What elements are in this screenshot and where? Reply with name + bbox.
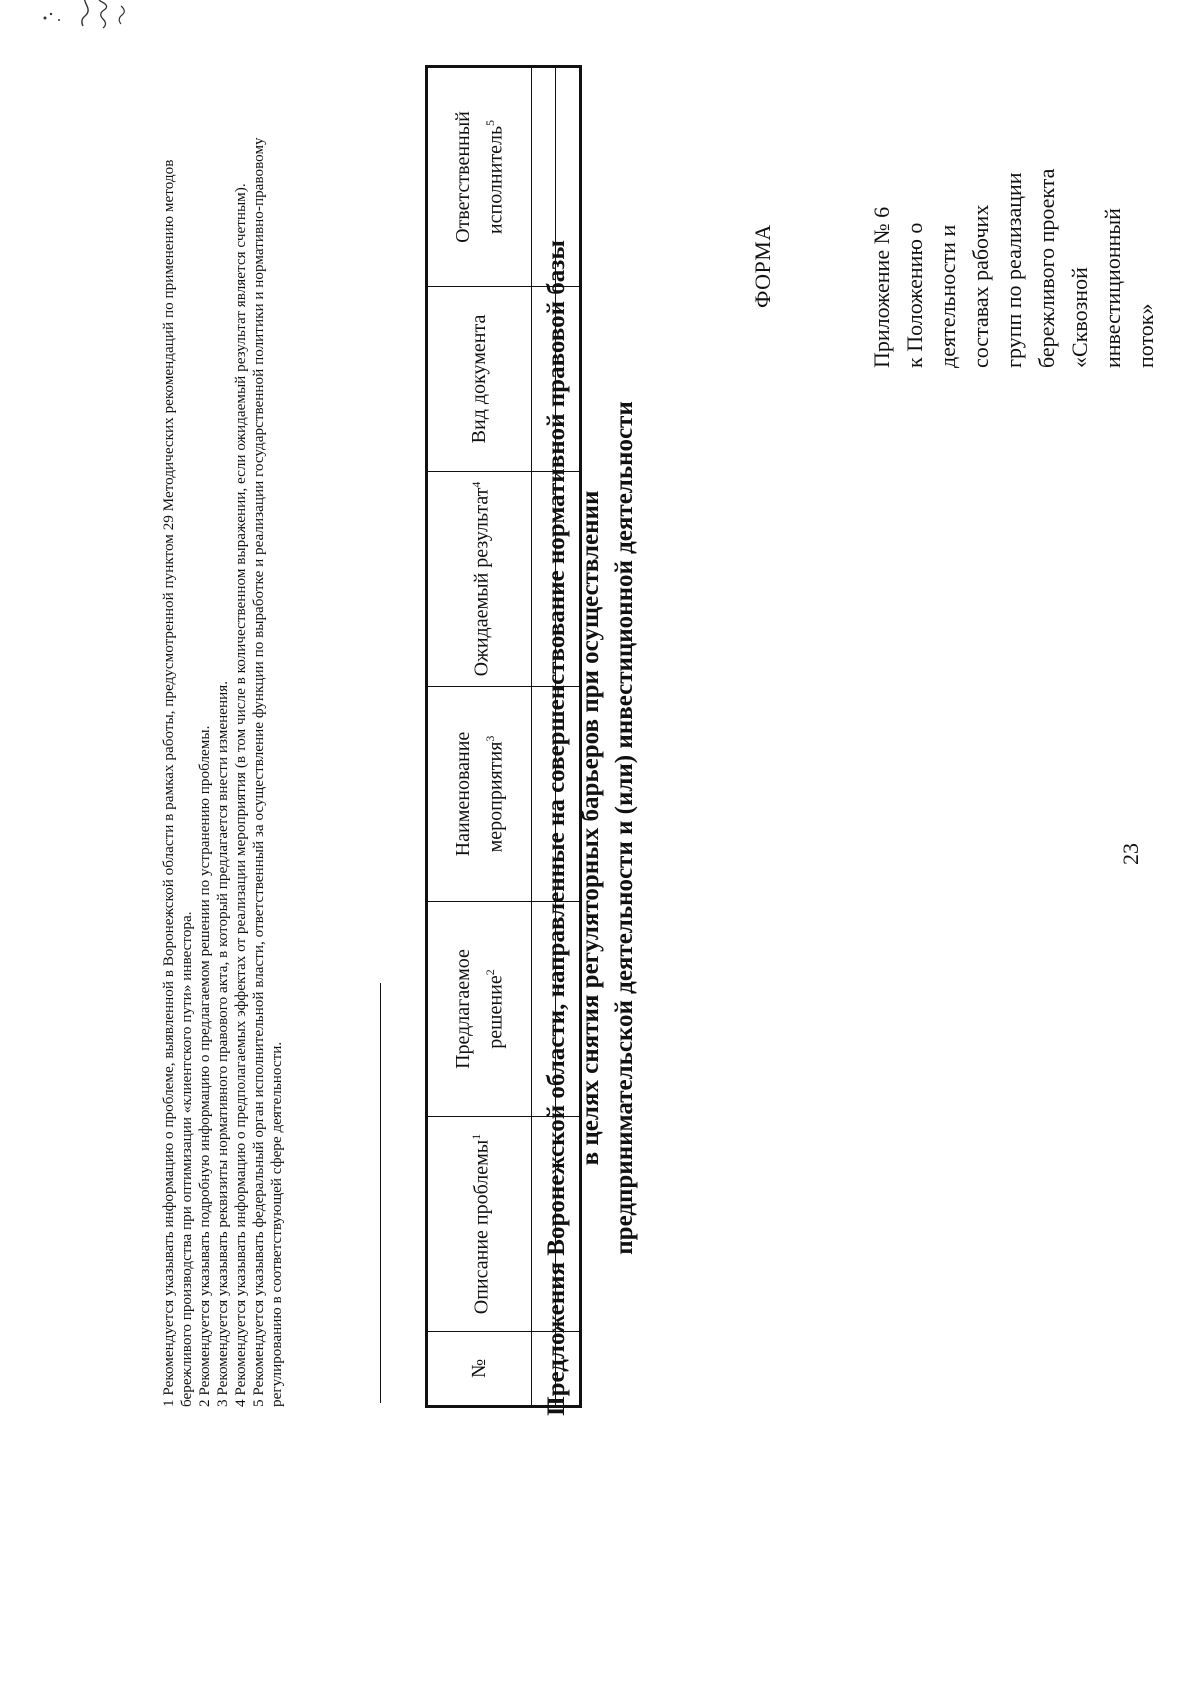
title-line-3: предпринимательской деятельности и (или) инвестиционной деятельности — [611, 401, 638, 1255]
column-header-measure — [427, 687, 532, 902]
footnote-4: 4 Рекомендуется указывать информацию о предполагаемых эффектах от реализации мероприятия (в том числе в количественном выражении, если ожидаемый результат является счетным). — [232, 183, 249, 1407]
table-cell[interactable] — [556, 67, 581, 287]
table-cell[interactable] — [556, 902, 581, 1117]
footnote-2: 2 Рекомендуется указывать подробную информацию о предлагаемом решении по устранению проблемы. — [196, 725, 213, 1407]
page-number: 23 — [1118, 843, 1143, 865]
appendix-line: инвестиционный — [1100, 208, 1125, 368]
table-cell[interactable] — [532, 287, 556, 472]
column-header-text: Вид документа — [468, 314, 490, 444]
appendix-line: бережливого проекта — [1034, 168, 1059, 368]
column-header-text: Ожидаемый результат — [470, 487, 493, 677]
column-header-problem — [427, 1117, 532, 1332]
title-line-1: Предложения Воронежской области, направленные на совершенствование нормативной правовой базы — [543, 240, 570, 1416]
proposals-table — [425, 65, 582, 1408]
footnote-5: 5 Рекомендуется указывать федеральный орган исполнительной власти, ответственный за осуществление функции по выработке и реализации государственной политики и нормативно-правовому регулированию в соответствующей сфере деятельности. — [250, 137, 285, 1407]
column-header-number — [427, 1332, 532, 1407]
table-cell[interactable] — [532, 687, 556, 902]
table-cell[interactable] — [556, 1332, 581, 1407]
appendix-line: групп по реализации — [1001, 172, 1026, 368]
table-cell[interactable] — [532, 67, 556, 287]
table-cell[interactable] — [556, 1117, 581, 1332]
table-cell[interactable] — [556, 287, 581, 472]
footnotes — [160, 77, 286, 1407]
table-cell[interactable] — [556, 687, 581, 902]
table-row — [556, 67, 581, 1407]
appendix-line: поток» — [1133, 303, 1158, 368]
column-header-result — [427, 472, 532, 687]
footnote-ref: 4 — [469, 481, 484, 488]
table-cell[interactable] — [532, 1332, 556, 1407]
column-header-document-type — [427, 287, 532, 472]
footnote-ref: 2 — [482, 969, 497, 976]
footnote-ref: 3 — [482, 735, 497, 742]
column-header-text: Наименование мероприятия — [451, 731, 507, 857]
appendix-line: Приложение № 6 — [869, 206, 894, 368]
table-header-row — [427, 67, 532, 1407]
column-header-text: № — [468, 1358, 490, 1379]
scan-artifact — [25, 0, 165, 38]
table-row — [532, 67, 556, 1407]
title-line-2: в целях снятия регуляторных барьеров при осуществлении — [577, 490, 604, 1166]
footnote-ref: 5 — [482, 119, 497, 126]
column-header-text: Предлагаемое решение — [451, 949, 507, 1069]
table-cell[interactable] — [532, 472, 556, 687]
column-header-executor — [427, 67, 532, 287]
appendix-line: составах рабочих — [968, 204, 993, 368]
appendix-line: к Положению о — [902, 222, 927, 368]
footnote-divider — [380, 983, 381, 1403]
footnote-3: 3 Рекомендуется указывать реквизиты нормативного правового акта, в который предлагается внести изменения. — [214, 680, 231, 1407]
table-cell[interactable] — [556, 472, 581, 687]
appendix-line: «Сквозной — [1067, 267, 1092, 368]
table-cell[interactable] — [532, 1117, 556, 1332]
column-header-solution — [427, 902, 532, 1117]
table-cell[interactable] — [532, 902, 556, 1117]
column-header-text: Описание проблемы — [470, 1139, 493, 1315]
footnote-1: 1 Рекомендуется указывать информацию о проблеме, выявленной в Воронежской области в рамках работы, предусмотренной пунктом 29 Методических рекомендаций по применению методов бережливого производства при оптимизации «клиентского пути» инвестора. — [160, 159, 195, 1407]
column-header-text: Ответственный исполнитель — [451, 111, 507, 243]
appendix-reference — [865, 28, 1162, 368]
appendix-line: деятельности и — [935, 224, 960, 368]
form-label: ФОРМА — [750, 224, 775, 308]
footnote-ref: 1 — [469, 1133, 484, 1140]
